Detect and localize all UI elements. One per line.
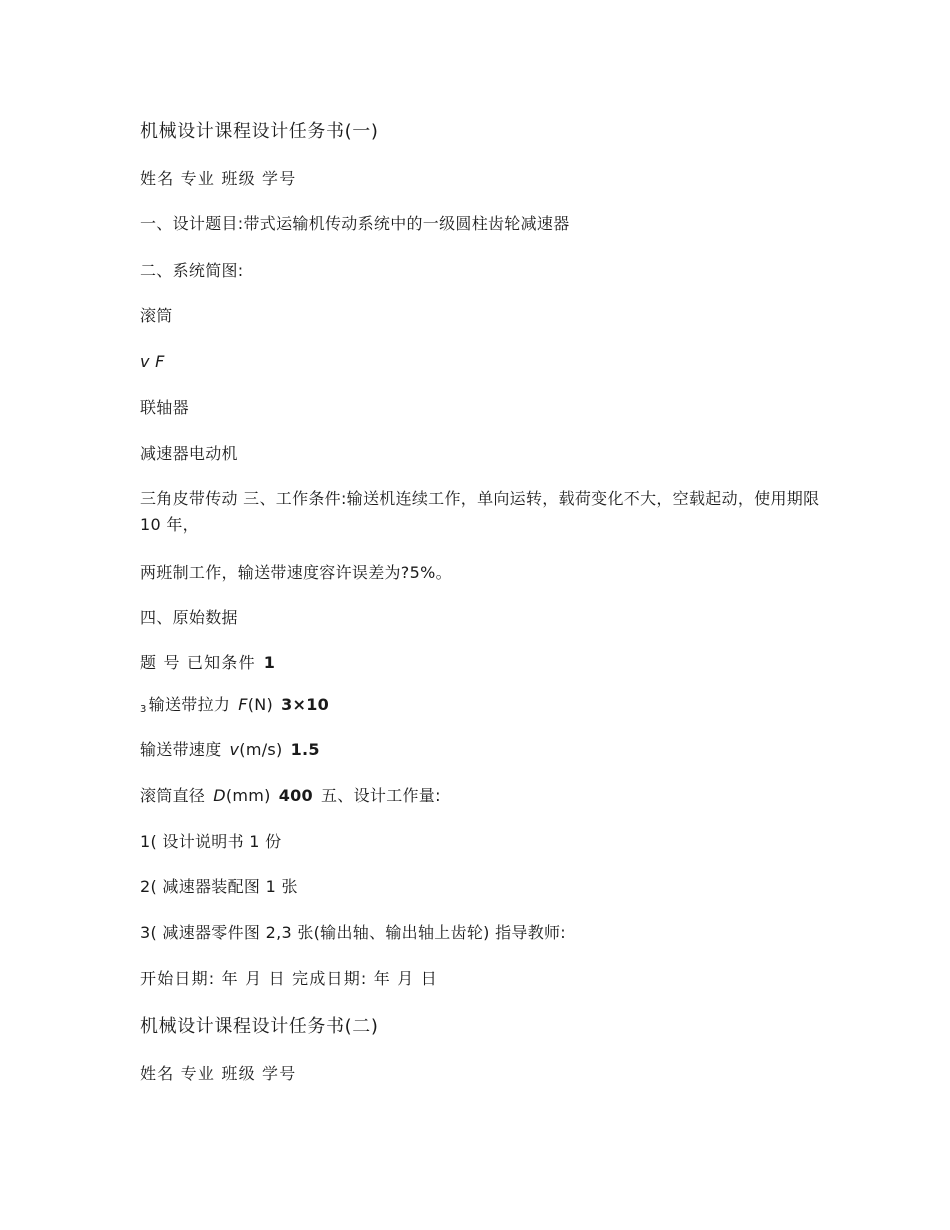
section-system-diagram: 二、系统简图: [140,261,244,280]
data-row-belt-tension [140,694,329,721]
diagram-label-roller: 滚筒 [140,306,173,325]
task-item-2: 2( 减速器装配图 1 张 [140,877,298,896]
row3-value: 400 [278,786,313,805]
diagram-label-coupling: 联轴器 [140,398,189,417]
row1-unit: (N) [247,695,274,714]
row3-symbol: D [213,786,226,805]
section-original-data: 四、原始数据 [140,608,238,627]
data-row-belt-speed [140,739,320,761]
row1-label: 输送带拉力 [148,695,231,714]
table-header-label: 题 号 已知条件 [140,653,256,672]
table-header-number: 1 [263,653,277,672]
section-workload: 五、设计工作量: [321,786,441,805]
section-working-conditions: 三角皮带传动 三、工作条件:输送机连续工作，单向运转，载荷变化不大，空载起动，使用期限 10 年， [140,489,820,534]
row1-superscript: 3 [140,704,147,715]
working-conditions-continued: 两班制工作，输送带速度容许误差为?5%。 [140,563,452,582]
section-design-topic: 一、设计题目:带式运输机传动系统中的一级圆柱齿轮减速器 [140,214,570,233]
row3-label: 滚筒直径 [140,786,206,805]
diagram-label-vF: v F [140,352,165,371]
student-info-line-2: 姓名 专业 班级 学号 [140,1064,297,1083]
row2-unit: (m/s) [239,740,283,759]
task-item-1: 1( 设计说明书 1 份 [140,832,282,851]
doc-title-2: 机械设计课程设计任务书(二) [140,1016,379,1037]
row1-symbol: F [238,695,248,714]
diagram-label-reducer-motor: 减速器电动机 [140,444,238,463]
task-item-3: 3( 减速器零件图 2,3 张(输出轴、输出轴上齿轮) 指导教师: [140,923,566,942]
row2-value: 1.5 [290,740,320,759]
dates-line: 开始日期: 年 月 日 完成日期: 年 月 日 [140,969,438,988]
row2-label: 输送带速度 [140,740,222,759]
row2-symbol: v [229,740,240,759]
student-info-line: 姓名 专业 班级 学号 [140,169,297,188]
doc-title-1: 机械设计课程设计任务书(一) [140,121,379,142]
data-row-roller-diameter [140,785,441,807]
row1-value: 3×10 [281,695,330,714]
row3-unit: (mm) [225,786,271,805]
data-table-header [140,652,276,674]
